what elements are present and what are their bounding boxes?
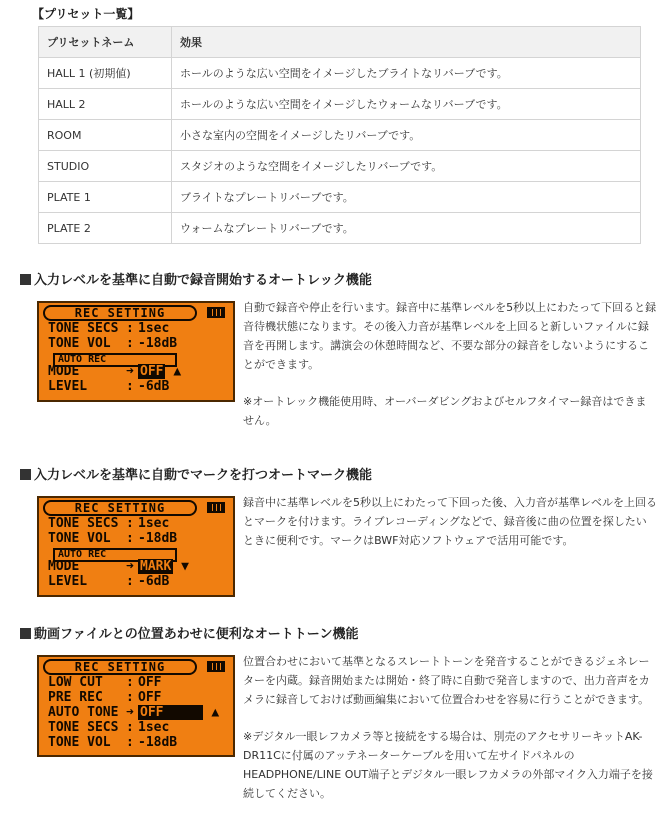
lcd-header [39,303,233,321]
lcd-value-highlighted: OFF [140,364,164,379]
lcd-sep: : [126,321,134,336]
preset-effect-cell: ブライトなプレートリバーブです。 [172,182,641,213]
preset-name-cell: HALL 1 (初期値) [39,58,172,89]
lcd-key: MODE [48,559,80,574]
lcd-title: REC SETTING [43,659,197,675]
lcd-key: TONE VOL [48,735,111,750]
section-title-autorec [20,269,372,288]
battery-icon [207,502,225,513]
section-title-text: 入力レベルを基準に自動でマークを打つオートマーク機能 [34,468,373,483]
square-bullet-icon [20,628,31,639]
lcd-up-arrow-icon: ▲ [211,705,220,720]
lcd-sep: : [126,336,134,351]
preset-effect-cell: スタジオのような空間をイメージしたリバーブです。 [172,151,641,182]
lcd-header [39,498,233,516]
lcd-row [39,675,233,690]
lcd-screen-automark [37,496,235,597]
table-row [39,213,641,244]
lcd-row [39,379,233,394]
table-row [39,58,641,89]
table-row [39,89,641,120]
lcd-value: -6dB [138,574,170,589]
lcd-row-selected [39,705,233,720]
lcd-row [39,690,233,705]
battery-icon [207,661,225,672]
square-bullet-icon [20,274,31,285]
lcd-row [39,531,233,546]
note-paragraph: ※デジタル一眼レフカメラ等と接続をする場合は、別売のアクセサリーキットAK-DR11Cに付属のアッテネーターケーブルを用いて左サイドパネルのHEADPHONE/LINE OUT端子とデジタル一眼レフカメラの外部マイク入力端子を接続してください。 [243,730,653,800]
lcd-key: PRE REC [48,690,103,705]
preset-effect-cell: 小さな室内の空間をイメージしたリバーブです。 [172,120,641,151]
column-header-effect: 効果 [172,27,641,58]
lcd-sep: : [126,574,134,589]
section-body-autorec [243,298,657,430]
lcd-cursor-arrow-icon: ➜ [126,705,134,720]
section-title-text: 入力レベルを基準に自動で録音開始するオートレック機能 [34,273,372,288]
lcd-down-arrow-icon: ▼ [181,559,189,574]
preset-name-cell: HALL 2 [39,89,172,120]
lcd-group-box [44,351,233,364]
lcd-value: -6dB [138,379,170,394]
lcd-value: OFF [138,690,162,705]
table-row [39,182,641,213]
preset-name-cell: PLATE 1 [39,182,172,213]
table-header-row [39,27,641,58]
lcd-key: TONE SECS [48,516,119,531]
lcd-row [39,735,233,750]
lcd-sep: : [126,531,134,546]
lcd-title: REC SETTING [43,305,197,321]
lcd-group-label: AUTO REC [53,548,177,562]
table-row [39,120,641,151]
preset-name-cell: ROOM [39,120,172,151]
section-body-autotone [243,652,657,803]
section-title-text: 動画ファイルとの位置あわせに便利なオートトーン機能 [34,627,359,642]
preset-name-cell: STUDIO [39,151,172,182]
section-title-automark [20,464,372,483]
lcd-up-arrow-icon: ▲ [173,364,182,379]
lcd-key: TONE VOL [48,531,111,546]
lcd-sep: : [126,516,134,531]
lcd-key: LOW CUT [48,675,103,690]
preset-table [38,26,641,244]
lcd-value: -18dB [138,336,178,351]
body-paragraph: 自動で録音や停止を行います。録音中に基準レベルを5秒以上にわたって下回ると録音待機状態になります。その後入力音が基準レベルを上回ると新しいファイルに録音を再開します。講演会の休憩時間など、不要な部分の録音をしないようにすることができます。 [243,301,657,371]
lcd-row [39,516,233,531]
body-paragraph: 位置合わせにおいて基準となるスレートトーンを発音することができるジェネレーターを内蔵。録音開始または開始・終了時に自動で発音しますので、出力音声をカメラに録音しておけば動画編集において位置合わせを容易に行うことができます。 [243,655,650,706]
lcd-sep: : [126,379,134,394]
lcd-key: TONE VOL [48,336,111,351]
lcd-value: OFF [138,675,162,690]
lcd-key: LEVEL [48,574,88,589]
lcd-value-highlighted: MARK [140,559,172,574]
section-body-automark [243,493,657,550]
lcd-key: TONE SECS [48,321,119,336]
preset-heading: 【プリセット一覧】 [32,7,140,21]
lcd-key: TONE SECS [48,720,119,735]
lcd-key: MODE [48,364,80,379]
lcd-row [39,574,233,589]
note-paragraph: ※オートレック機能使用時、オーバーダビングおよびセルフタイマー録音はできません。 [243,395,647,427]
table-row [39,151,641,182]
lcd-cursor-arrow-icon: ➜ [126,364,134,379]
lcd-row-selected [39,364,233,379]
lcd-value-highlighted: OFF [138,705,203,720]
preset-name-cell: PLATE 2 [39,213,172,244]
battery-icon [207,307,225,318]
lcd-title: REC SETTING [43,500,197,516]
lcd-sep: : [126,735,134,750]
lcd-value: -18dB [138,531,178,546]
lcd-key: AUTO TONE [48,705,119,720]
lcd-key: LEVEL [48,379,88,394]
section-title-autotone [20,623,358,642]
preset-effect-cell: ホールのような広い空間をイメージしたブライトなリバーブです。 [172,58,641,89]
lcd-screen-autotone [37,655,235,757]
lcd-row [39,321,233,336]
lcd-value: -18dB [138,735,178,750]
lcd-sep: : [126,675,134,690]
lcd-value: 1sec [138,516,170,531]
lcd-header [39,657,233,675]
lcd-row [39,336,233,351]
lcd-cursor-arrow-icon: ➜ [126,559,134,574]
body-paragraph: 録音中に基準レベルを5秒以上にわたって下回った後、入力音が基準レベルを上回るとマークを付けます。ライブレコーディングなどで、録音後に曲の位置を探したいときに便利です。マークはBWF対応ソフトウェアで活用可能です。 [243,496,657,547]
lcd-value: 1sec [138,321,170,336]
lcd-group-box [44,546,233,559]
square-bullet-icon [20,469,31,480]
preset-effect-cell: ウォームなプレートリバーブです。 [172,213,641,244]
lcd-screen-autorec [37,301,235,402]
preset-effect-cell: ホールのような広い空間をイメージしたウォームなリバーブです。 [172,89,641,120]
lcd-value: 1sec [138,720,170,735]
column-header-preset-name: プリセットネーム [39,27,172,58]
lcd-group-label: AUTO REC [53,353,177,367]
lcd-row [39,720,233,735]
lcd-sep: : [126,690,134,705]
lcd-row-selected [39,559,233,574]
lcd-sep: : [126,720,134,735]
